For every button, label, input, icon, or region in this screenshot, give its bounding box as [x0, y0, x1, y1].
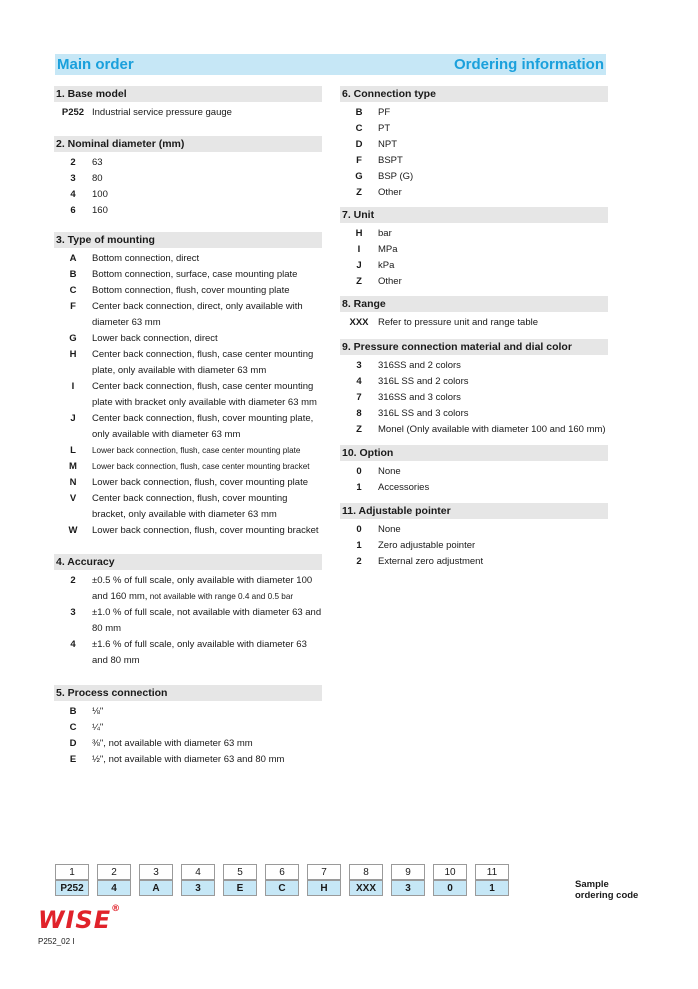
- option-description: [92, 379, 322, 411]
- sample-ordering-code: [55, 864, 517, 896]
- section-title: 9. Pressure connection material and dial color: [340, 339, 608, 355]
- option-text: Bottom connection, direct: [92, 253, 200, 264]
- section: [340, 339, 608, 438]
- option-text: 316L SS and 2 colors: [378, 376, 469, 387]
- sample-value-cell: 1: [475, 880, 509, 896]
- option-text: None: [378, 524, 401, 535]
- option-description: [92, 155, 322, 171]
- option-text: Center back connection, direct, only available with diameter 63 mm: [92, 301, 303, 328]
- sample-position-cell: 4: [181, 864, 215, 880]
- section: [340, 503, 608, 570]
- option-text: Lower back connection, direct: [92, 333, 218, 344]
- option-code: 4: [70, 639, 76, 650]
- option-text: kPa: [378, 260, 395, 271]
- option-row: [54, 637, 322, 669]
- option-description: [378, 121, 608, 137]
- option-text: NPT: [378, 139, 397, 150]
- option-description: [92, 171, 322, 187]
- option-row: [54, 155, 322, 171]
- option-code: Z: [356, 276, 362, 287]
- option-description: [92, 704, 322, 720]
- option-row: [340, 242, 608, 258]
- option-text: Bottom connection, surface, case mounting plate: [92, 269, 298, 280]
- sample-value-cell: 4: [97, 880, 131, 896]
- option-row: [340, 258, 608, 274]
- option-text: 80: [92, 173, 103, 184]
- option-row: [54, 171, 322, 187]
- option-row: [54, 720, 322, 736]
- option-text: Zero adjustable pointer: [378, 540, 476, 551]
- option-description: [378, 480, 608, 496]
- option-code: 2: [70, 157, 76, 168]
- option-description: [92, 491, 322, 523]
- option-description: [378, 554, 608, 570]
- option-code: 8: [356, 408, 362, 419]
- option-description: [92, 331, 322, 347]
- option-code: P252: [61, 107, 85, 118]
- option-description: [92, 251, 322, 267]
- option-text: ±1.0 % of full scale, not available with diameter 63 and 80 mm: [92, 607, 322, 634]
- section-title: 8. Range: [340, 296, 608, 312]
- option-description: [378, 390, 608, 406]
- section: [340, 445, 608, 496]
- option-row: [340, 422, 608, 438]
- option-row: [54, 251, 322, 267]
- option-row: [340, 105, 608, 121]
- option-code: 4: [356, 376, 362, 387]
- section: [340, 86, 608, 201]
- main-order-title: Main order: [57, 56, 134, 73]
- option-text: 100: [92, 189, 108, 200]
- sample-value-cell: C: [265, 880, 299, 896]
- option-text: ½", not available with diameter 63 and 80 mm: [92, 754, 285, 765]
- option-text: 316SS and 3 colors: [378, 392, 461, 403]
- sample-value-cell: 3: [391, 880, 425, 896]
- option-row: [340, 406, 608, 422]
- option-text: ⅛": [92, 706, 104, 717]
- sample-position-cell: 2: [97, 864, 131, 880]
- option-description: [92, 105, 322, 121]
- sample-label-line1: Sample: [575, 879, 609, 890]
- option-code: W: [68, 525, 78, 536]
- option-row: [340, 226, 608, 242]
- section: [54, 685, 322, 768]
- sample-position-cell: 11: [475, 864, 509, 880]
- option-text: 316L SS and 3 colors: [378, 408, 469, 419]
- option-row: [54, 605, 322, 637]
- option-text: Accessories: [378, 482, 430, 493]
- option-description: [378, 464, 608, 480]
- option-code: J: [70, 413, 76, 424]
- option-row: [340, 358, 608, 374]
- option-code: 4: [70, 189, 76, 200]
- option-row: [54, 475, 322, 491]
- sample-value-cell: E: [223, 880, 257, 896]
- option-code: H: [355, 228, 363, 239]
- option-row: [340, 480, 608, 496]
- option-row: [340, 464, 608, 480]
- option-text: Industrial service pressure gauge: [92, 107, 232, 118]
- option-row: [54, 347, 322, 379]
- option-description: [378, 522, 608, 538]
- sample-value-cell: P252: [55, 880, 89, 896]
- option-row: [54, 299, 322, 331]
- sample-position-cell: 10: [433, 864, 467, 880]
- option-description: [92, 720, 322, 736]
- option-text: Lower back connection, flush, case center mounting plate: [92, 446, 301, 455]
- option-description: [378, 153, 608, 169]
- option-code: C: [355, 123, 363, 134]
- option-description: [92, 443, 322, 459]
- option-row: [340, 274, 608, 290]
- option-description: [92, 347, 322, 379]
- option-description: [378, 315, 608, 331]
- section: [340, 207, 608, 290]
- option-code: M: [69, 461, 77, 472]
- option-description: [92, 187, 322, 203]
- option-text: External zero adjustment: [378, 556, 484, 567]
- footer-page-code: P252_02 I: [38, 937, 75, 946]
- sample-position-cell: 3: [139, 864, 173, 880]
- option-code: G: [355, 171, 363, 182]
- option-description: [92, 523, 322, 539]
- sample-position-cell: 1: [55, 864, 89, 880]
- sample-value-cell: H: [307, 880, 341, 896]
- sample-value-cell: 3: [181, 880, 215, 896]
- option-code: C: [69, 285, 77, 296]
- option-row: [340, 390, 608, 406]
- option-text: Center back connection, flush, cover mounting plate, only available with diameter 63 mm: [92, 413, 314, 440]
- option-code: 1: [356, 540, 362, 551]
- sample-position-cell: 5: [223, 864, 257, 880]
- option-row: [54, 736, 322, 752]
- right-column: [340, 86, 608, 570]
- option-description: [378, 226, 608, 242]
- section-title: 11. Adjustable pointer: [340, 503, 608, 519]
- option-row: [340, 121, 608, 137]
- header-banner: [55, 54, 606, 75]
- option-row: [340, 137, 608, 153]
- option-description: [378, 105, 608, 121]
- option-description: [378, 137, 608, 153]
- option-text: Bottom connection, flush, cover mounting plate: [92, 285, 290, 296]
- option-code: I: [357, 244, 361, 255]
- option-code: J: [356, 260, 362, 271]
- option-description: [378, 169, 608, 185]
- sample-label-line2: ordering code: [575, 890, 639, 901]
- option-row: [340, 169, 608, 185]
- option-description: [92, 283, 322, 299]
- option-code: E: [69, 754, 77, 765]
- option-row: [54, 459, 322, 475]
- option-description: [378, 358, 608, 374]
- option-row: [54, 379, 322, 411]
- section-title: 10. Option: [340, 445, 608, 461]
- option-code: V: [69, 493, 77, 504]
- option-text: Center back connection, flush, case center mounting plate with bracket only available with diameter 63 mm: [92, 381, 317, 408]
- option-text: BSPT: [378, 155, 403, 166]
- option-row: [340, 315, 608, 331]
- option-text: Center back connection, flush, case center mounting plate, only available with diameter 63 mm: [92, 349, 314, 376]
- option-row: [54, 443, 322, 459]
- option-code: 0: [356, 524, 362, 535]
- option-description: [378, 406, 608, 422]
- option-description: [92, 459, 322, 475]
- option-text: 316SS and 2 colors: [378, 360, 461, 371]
- option-code: D: [69, 738, 77, 749]
- wise-logo: [38, 906, 121, 934]
- option-row: [54, 491, 322, 523]
- option-row: [54, 267, 322, 283]
- option-row: [54, 203, 322, 219]
- option-code: 0: [356, 466, 362, 477]
- option-description: [378, 374, 608, 390]
- option-description: [378, 185, 608, 201]
- section-title: 3. Type of mounting: [54, 232, 322, 248]
- option-description: [378, 538, 608, 554]
- option-row: [54, 752, 322, 768]
- option-code: B: [69, 706, 77, 717]
- option-code: 1: [356, 482, 362, 493]
- section: [54, 136, 322, 219]
- option-text: Other: [378, 187, 402, 198]
- option-text: Lower back connection, flush, case center mounting bracket: [92, 462, 310, 471]
- section: [54, 554, 322, 669]
- option-text: BSP (G): [378, 171, 414, 182]
- option-code: 3: [70, 173, 76, 184]
- option-code: B: [355, 107, 363, 118]
- ordering-information-title: Ordering information: [454, 56, 604, 73]
- option-description: [92, 203, 322, 219]
- option-code: B: [69, 269, 77, 280]
- option-text: Refer to pressure unit and range table: [378, 317, 539, 328]
- option-row: [54, 411, 322, 443]
- option-row: [54, 704, 322, 720]
- option-text: Other: [378, 276, 402, 287]
- option-row: [340, 185, 608, 201]
- sample-position-cell: 6: [265, 864, 299, 880]
- section-title: 1. Base model: [54, 86, 322, 102]
- section-title: 4. Accuracy: [54, 554, 322, 570]
- option-row: [340, 538, 608, 554]
- option-row: [340, 522, 608, 538]
- option-code: 3: [70, 607, 76, 618]
- left-column: [54, 86, 322, 768]
- option-row: [340, 554, 608, 570]
- option-description: [92, 605, 322, 637]
- option-description: [378, 274, 608, 290]
- sample-position-cell: 8: [349, 864, 383, 880]
- sample-value-cell: XXX: [349, 880, 383, 896]
- logo-text: WISE: [38, 906, 112, 934]
- option-text: Lower back connection, flush, cover mounting bracket: [92, 525, 319, 536]
- option-code: 2: [70, 575, 76, 586]
- option-code: F: [70, 301, 76, 312]
- section: [54, 86, 322, 121]
- option-code: H: [69, 349, 77, 360]
- option-code: A: [69, 253, 77, 264]
- option-text: bar: [378, 228, 392, 239]
- option-row: [54, 523, 322, 539]
- option-description: [92, 573, 322, 605]
- section-title: 2. Nominal diameter (mm): [54, 136, 322, 152]
- option-text: 63: [92, 157, 103, 168]
- option-text: None: [378, 466, 401, 477]
- option-text: 160: [92, 205, 108, 216]
- option-row: [340, 153, 608, 169]
- sample-value-cell: 0: [433, 880, 467, 896]
- option-code: C: [69, 722, 77, 733]
- option-code: Z: [356, 424, 362, 435]
- section-title: 7. Unit: [340, 207, 608, 223]
- option-code: D: [355, 139, 363, 150]
- option-code: 7: [356, 392, 362, 403]
- option-description: [92, 411, 322, 443]
- option-text: ±1.6 % of full scale, only available with diameter 63 and 80 mm: [92, 639, 307, 666]
- option-code: 3: [356, 360, 362, 371]
- option-description: [92, 299, 322, 331]
- option-text: ⅜", not available with diameter 63 mm: [92, 738, 253, 749]
- registered-mark: ®: [111, 904, 122, 914]
- option-row: [54, 187, 322, 203]
- option-code: 6: [70, 205, 76, 216]
- option-text: Lower back connection, flush, cover mounting plate: [92, 477, 308, 488]
- option-description: [92, 637, 322, 669]
- option-text: MPa: [378, 244, 398, 255]
- option-row: [340, 374, 608, 390]
- option-note: not available with range 0.4 and 0.5 bar: [147, 592, 294, 601]
- option-description: [378, 422, 608, 438]
- sample-position-cell: 7: [307, 864, 341, 880]
- option-description: [92, 736, 322, 752]
- option-text: Monel (Only available with diameter 100 and 160 mm): [378, 424, 606, 435]
- option-description: [92, 267, 322, 283]
- option-description: [92, 475, 322, 491]
- section: [340, 296, 608, 331]
- option-code: XXX: [349, 317, 369, 328]
- option-text: ¼": [92, 722, 104, 733]
- option-row: [54, 331, 322, 347]
- option-text: PF: [378, 107, 391, 118]
- sample-label: [575, 879, 638, 901]
- option-code: F: [356, 155, 362, 166]
- option-text: ±0.5 % of full scale, only available with diameter 100 and 160 mm,: [92, 575, 313, 602]
- section-title: 5. Process connection: [54, 685, 322, 701]
- option-code: N: [69, 477, 77, 488]
- option-code: Z: [356, 187, 362, 198]
- option-code: 2: [356, 556, 362, 567]
- option-code: L: [70, 445, 76, 456]
- option-row: [54, 283, 322, 299]
- option-text: Center back connection, flush, cover mounting bracket, only available with diameter 63 mm: [92, 493, 288, 520]
- option-text: PT: [378, 123, 391, 134]
- option-code: G: [69, 333, 77, 344]
- option-row: [54, 105, 322, 121]
- option-description: [378, 258, 608, 274]
- option-row: [54, 573, 322, 605]
- option-description: [378, 242, 608, 258]
- sample-value-cell: A: [139, 880, 173, 896]
- section-title: 6. Connection type: [340, 86, 608, 102]
- sample-position-cell: 9: [391, 864, 425, 880]
- section: [54, 232, 322, 539]
- option-description: [92, 752, 322, 768]
- option-code: I: [71, 381, 75, 392]
